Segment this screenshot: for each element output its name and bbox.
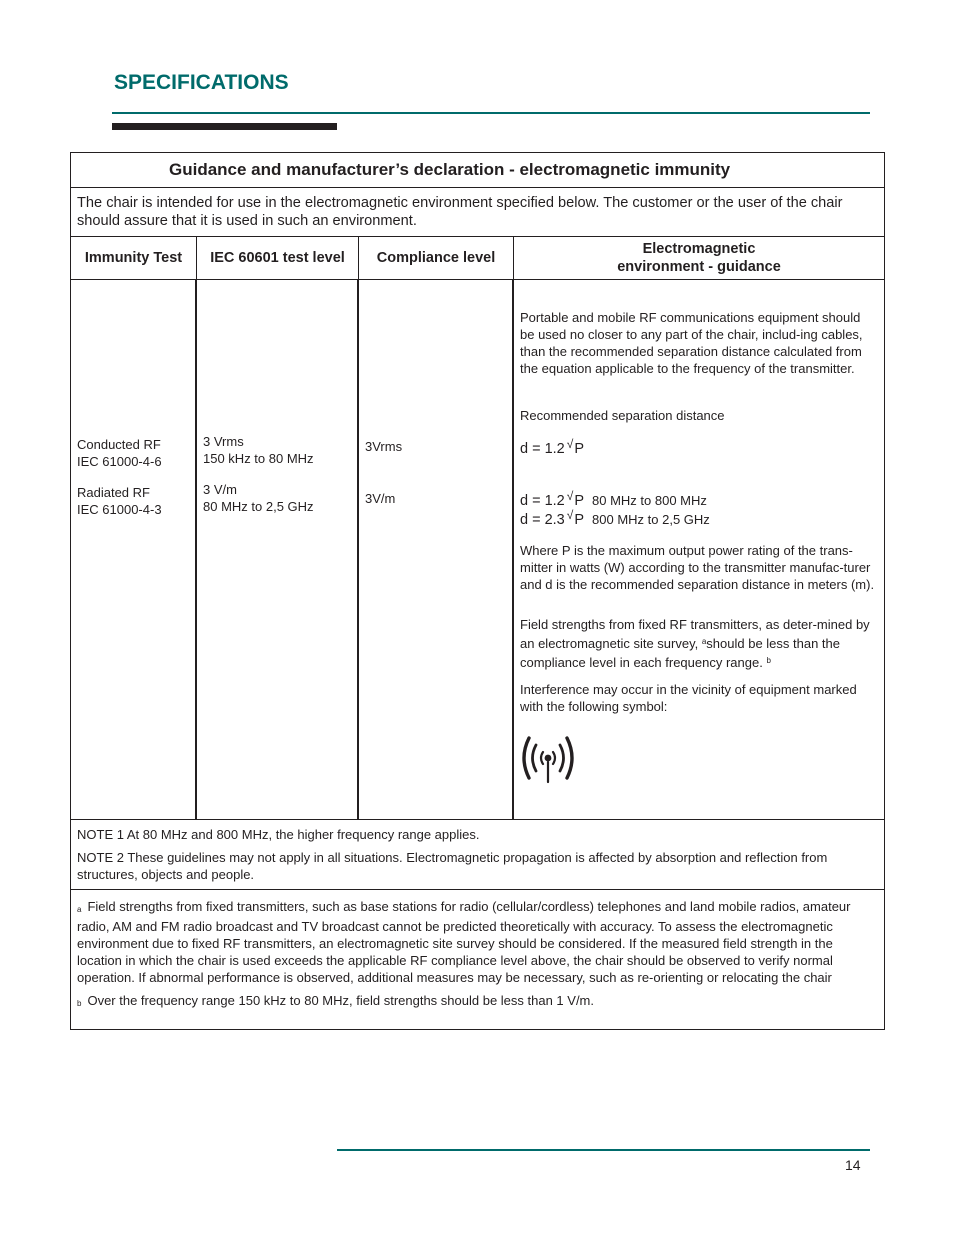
- formula-general: [520, 437, 584, 457]
- formula-800-2-5-var: P: [574, 512, 585, 528]
- footnote-b-marker: b: [77, 999, 82, 1008]
- interference-note: Interference may occur in the vicinity of equipment marked with the following symbol:: [520, 682, 857, 714]
- radiated-compliance: 3V/m: [365, 491, 396, 506]
- conducted-level: 3 Vrms: [203, 434, 244, 449]
- formula-80-800-range: 80 MHz to 800 MHz: [592, 493, 707, 508]
- conducted-compliance: 3Vrms: [365, 439, 403, 454]
- note-1: NOTE 1 At 80 MHz and 800 MHz, the higher frequency range applies.: [77, 827, 480, 842]
- portable-equipment-note: Portable and mobile RF communications equipment should be used no closer to any part of the chair, includ-ing cables, than the recommended separation distance calculated from the equation applicable to the frequency of the transmitter.: [520, 310, 863, 376]
- page-number: 14: [845, 1157, 861, 1173]
- table-footnotes: [71, 890, 884, 1029]
- page-title: SPECIFICATIONS: [114, 71, 289, 94]
- footnote-a-marker: a: [77, 905, 82, 914]
- radiated-standard: IEC 61000-4-3: [77, 502, 162, 517]
- formula-general-lead: d = 1.2: [520, 441, 565, 457]
- formula-800-2-5-range: 800 MHz to 2,5 GHz: [592, 512, 710, 527]
- formula-80-800mhz: [520, 489, 707, 509]
- body-cell-compliance-level: [359, 280, 514, 819]
- footnote-a: [77, 898, 878, 986]
- formula-800mhz-2-5ghz: [520, 508, 710, 528]
- header-compliance-level: Compliance level: [376, 250, 496, 266]
- table-header-row: [71, 237, 884, 280]
- formula-80-800-var: P: [574, 493, 585, 509]
- body-cell-test-level: [197, 280, 359, 819]
- conducted-range: 150 kHz to 80 MHz: [203, 451, 314, 466]
- non-ionizing-radiation-icon: [520, 732, 576, 788]
- header-cell-compliance-level: [359, 237, 514, 279]
- where-p-definition: Where P is the maximum output power rating of the trans-mitter in watts (W) according to the transmitter manufac-turer and d is the recommended separation distance in meters (m).: [520, 543, 875, 592]
- header-cell-test-level: [197, 237, 359, 279]
- field-strengths-note: [520, 616, 878, 671]
- square-root-icon: √: [566, 489, 574, 503]
- table-title: Guidance and manufacturer’s declaration - electromagnetic immunity: [169, 160, 731, 179]
- footnote-b: [77, 992, 878, 1012]
- conducted-standard: IEC 61000-4-6: [77, 454, 162, 469]
- emc-immunity-table: [70, 152, 885, 1030]
- header-guidance-line2: environment - guidance: [617, 259, 781, 275]
- table-body-row: [71, 280, 884, 820]
- header-guidance-line1: Electromagnetic: [642, 241, 756, 257]
- square-root-icon: √: [566, 508, 574, 522]
- footnote-b-text: Over the frequency range 150 kHz to 80 MHz, field strengths should be less than 1 V/m.: [87, 993, 594, 1008]
- radiated-level: 3 V/m: [203, 482, 237, 497]
- formula-general-var: P: [574, 441, 585, 457]
- title-underline: [112, 112, 870, 114]
- field-strengths-text-a: Field strengths from fixed RF transmitters, as deter-mined by an electromagnetic site survey,: [520, 617, 870, 651]
- header-cell-immunity-test: [71, 237, 197, 279]
- header-test-level: IEC 60601 test level: [210, 250, 345, 266]
- field-strengths-text-b: should be less than the compliance level in each frequency range.: [520, 636, 841, 670]
- title-accent-bar: [112, 123, 337, 130]
- table-intro: The chair is intended for use in the electromagnetic environment specified below. The customer or the user of the chair should assure that it is used in such an environment.: [71, 188, 884, 237]
- formula-800-2-5-lead: d = 2.3: [520, 512, 565, 528]
- table-notes: [71, 820, 884, 890]
- footnote-ref-a: a: [701, 637, 707, 646]
- formula-80-800-lead: d = 1.2: [520, 493, 565, 509]
- recommended-distance-label: Recommended separation distance: [520, 408, 725, 423]
- footnote-ref-b: b: [766, 656, 771, 665]
- square-root-icon: √: [566, 437, 574, 451]
- body-cell-immunity-test: [71, 280, 197, 819]
- footer-rule: [337, 1149, 870, 1151]
- conducted-test-name: Conducted RF: [77, 437, 161, 452]
- header-immunity-test: Immunity Test: [84, 250, 183, 266]
- header-cell-guidance: [514, 237, 884, 279]
- table-title-row: [71, 153, 884, 188]
- footnote-a-text: Field strengths from fixed transmitters, such as base stations for radio (cellular/cordless) telephones and land mobile radios, amateur radio, AM and FM radio broadcast and TV broadcast cannot be predicted theoretically with accuracy. To assess the electromagnetic environment due to fixed RF transmitters, an electromagnetic site survey should be considered. If the measured field strength in the location in which the chair is used exceeds the applicable RF compliance level above, the chair should be observed to verify normal operation. If abnormal performance is observed, additional measures may be necessary, such as re-orienting or relocating the chair: [77, 899, 851, 985]
- radiated-test-name: Radiated RF: [77, 485, 150, 500]
- radiated-range: 80 MHz to 2,5 GHz: [203, 499, 314, 514]
- note-2: NOTE 2 These guidelines may not apply in all situations. Electromagnetic propagation is affected by absorption and reflection from structures, objects and people.: [77, 850, 828, 882]
- body-cell-guidance: [514, 280, 884, 819]
